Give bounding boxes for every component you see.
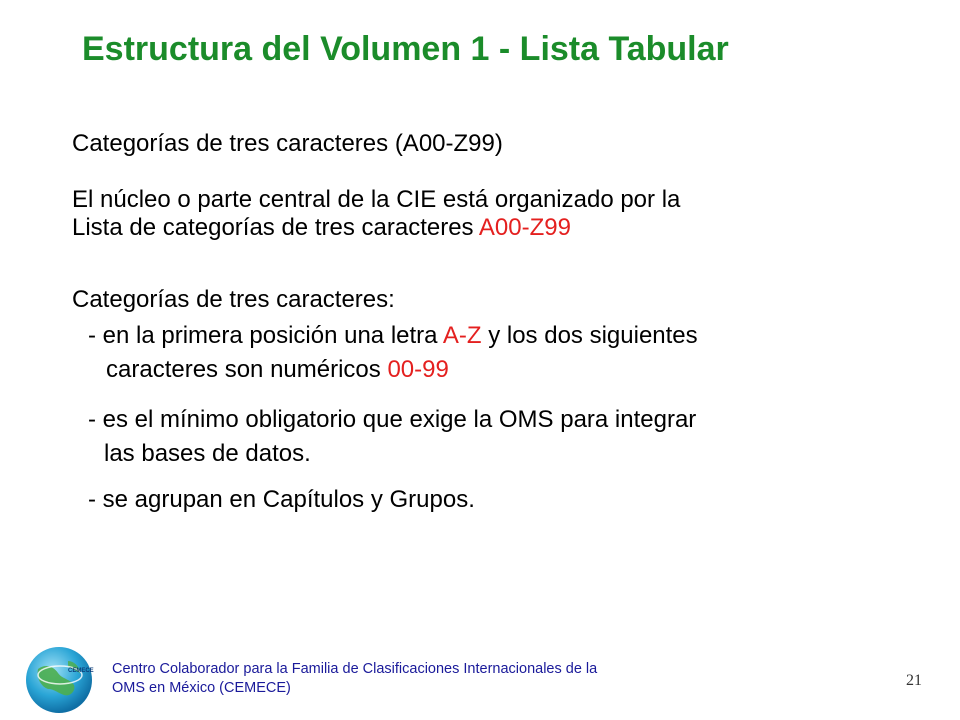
bullet-1-line-1 bbox=[88, 322, 698, 350]
number-range-highlight: 00-99 bbox=[387, 356, 449, 383]
bullet-text: caracteres son numéricos bbox=[106, 356, 388, 383]
bullet-2-line-1: - es el mínimo obligatorio que exige la OMS para integrar bbox=[88, 406, 697, 433]
footer-organization bbox=[112, 660, 597, 698]
slide-title: Estructura del Volumen 1 - Lista Tabular bbox=[82, 30, 729, 68]
bullet-text: - en la primera posición una letra bbox=[88, 322, 443, 349]
footer-line-1: Centro Colaborador para la Familia de Clasificaciones Internacionales de la bbox=[112, 661, 598, 677]
range-highlight: A00-Z99 bbox=[478, 214, 571, 241]
body-paragraph-line-2 bbox=[72, 214, 571, 242]
body-line-three-char-categories: Categorías de tres caracteres (A00-Z99) bbox=[72, 130, 503, 157]
globe-logo-icon bbox=[24, 645, 94, 715]
body-paragraph-line-1: El núcleo o parte central de la CIE está organizado por la bbox=[72, 186, 681, 213]
cemece-logo bbox=[24, 645, 94, 715]
logo-text: CEMECE bbox=[68, 668, 94, 674]
bullet-2-line-2: las bases de datos. bbox=[104, 440, 311, 467]
page-number: 21 bbox=[906, 672, 922, 689]
body-line-categories-heading: Categorías de tres caracteres: bbox=[72, 286, 395, 313]
footer-line-2: OMS en México (CEMECE) bbox=[112, 680, 291, 696]
bullet-text: y los dos siguientes bbox=[481, 322, 698, 349]
bullet-3: - se agrupan en Capítulos y Grupos. bbox=[88, 486, 475, 513]
bullet-1-line-2 bbox=[106, 356, 449, 384]
paragraph-text: Lista de categorías de tres caracteres bbox=[72, 214, 479, 241]
letter-range-highlight: A-Z bbox=[442, 322, 482, 349]
